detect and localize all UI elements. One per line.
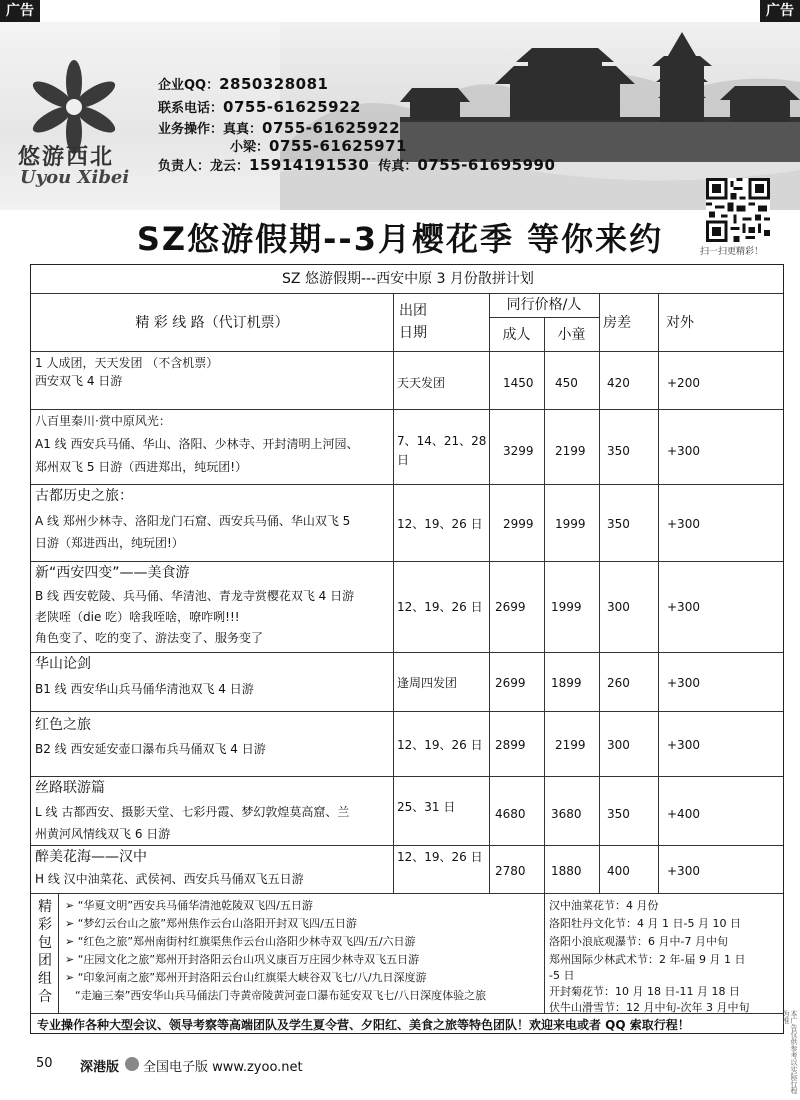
arrow-bullet-icon: ➢ — [65, 917, 75, 930]
room-diff: 350 — [607, 807, 630, 821]
contact-owner: 负责人：龙云：15914191530 传真：0755-61695990 — [158, 156, 556, 174]
route-text: 八百里秦川·赏中原风光： — [35, 414, 171, 428]
route-text: 郑州双飞 5 日游（西进郑出，纯玩团!） — [35, 460, 248, 474]
route-text: 西安双飞 4 日游 — [35, 374, 123, 388]
contact-ops-2: 小梁：0755-61625971 — [230, 137, 407, 155]
adult-price: 1450 — [503, 376, 534, 390]
arrow-bullet-icon: ➢ — [65, 899, 75, 912]
list-item: 伏牛山滑雪节：12 月中旬-次年 3 月中旬 — [549, 1001, 750, 1014]
child-price: 450 — [555, 376, 578, 390]
adult-price: 2780 — [495, 864, 526, 878]
external-markup: +300 — [667, 738, 700, 752]
adult-price: 3299 — [503, 444, 534, 458]
brand-name-en: Uyou Xibei — [20, 167, 130, 188]
route-text: L 线 古都西安、摄影天堂、七彩丹霞、梦幻敦煌莫高窟、兰 — [35, 805, 350, 819]
list-item: 洛阳牡丹文化节：4 月 1 日-5 月 10 日 — [549, 917, 741, 930]
list-item: “走遍三秦”西安华山兵马俑法门寺黄帝陵黄河壶口瀑布延安双飞七/八日深度体验之旅 — [75, 989, 487, 1002]
departure-date: 日 — [397, 453, 410, 467]
arrow-bullet-icon: ➢ — [65, 971, 75, 984]
route-text: 新“西安四变”——美食游 — [35, 565, 190, 581]
route-text: 华山论剑 — [35, 656, 91, 672]
list-item: ➢ “华夏文明”西安兵马俑华清池乾陵双飞四/五日游 — [65, 899, 313, 912]
adult-price: 4680 — [495, 807, 526, 821]
child-price: 1999 — [555, 517, 586, 531]
child-price: 1880 — [551, 864, 582, 878]
list-item: 开封菊花节：10 月 18 日-11 月 18 日 — [549, 985, 740, 998]
header-date-line2: 日期 — [399, 325, 427, 341]
tour-schedule-table: SZ 悠游假期---西安中原 3 月份散拼计划 精 彩 线 路（代订机票） 出团 日期 同行价格/人 成人 小童 房差 对外 1 人成团，天天发团 （不含机票） 西安双飞 4 日游 天天发团 1450 450 420 +200 八百里秦川·赏中原风光： A1 线 西安兵马俑、华山、洛阳、少林寺、开封清明上河园、 郑州双飞 5 日游（西进郑出，纯玩团!） 7、14、21、28 日 3299 2199 350 +300 古都历史之旅： A 线 郑州少林寺、洛阳龙门石窟、西安兵马俑、华山双飞 5 日游（郑进西出，纯玩团!） 12、19、26 日 2999 1999 350 +300 新“西安四变”——美食游 B 线 西安乾陵、兵马俑、华清池、青龙寺赏樱花双飞 4 日游 老陕咥（die 吃）啥我咥啥，嘹咋咧!!! 角色变了、吃的变了、游法变了、服务变了 12、19、26 日 2699 1999 300 +300 华山论剑 B1 线 西安华山兵马俑华清池双飞 4 日游 逢周四发团 2699 1899 260 +300 红色之旅 B2 线 西安延安壶口瀑布兵马俑双飞 4 日游 12、19、26 日 2899 2199 300 +300 丝路联游篇 L 线 古都西安、摄影天堂、七彩丹霞、梦幻敦煌莫高窟、兰 州黄河风情线双飞 6 日游 25、31 日 4680 3680 350 +400 醉美花海——汉中 H 线 汉中油菜花、武侯祠、西安兵马俑双飞五日游 12、19、26 日 2780 1880 400 +300 精 彩 包 团 组 合 ➢ “华夏文明”西安兵马俑华清池乾陵双飞四/五日游 ➢ “梦幻云台山之旅”郑州焦作云台山洛阳开封双飞四/五日游 ➢ “红色之旅”郑州南街村红旗渠焦作云台山洛阳少林寺双飞四/五/六日游 ➢ “庄园文化之旅”郑州开封洛阳云台山巩义康百万庄园少林寺双飞五日游 ➢ “印象河南之旅”郑州开封洛阳云台山红旗渠大峡谷双飞七/八/九日深度游 “走遍三秦”西安华山兵马俑法门寺黄帝陵黄河壶口瀑布延安双飞七/八日深度体验之旅 汉中油菜花节：4 月份 洛阳牡丹文化节：4 月 1 日-5 月 10 日 洛阳小浪底观瀑节：6 月中-7 月中旬 郑州国际少林武术节：2 年-届 9 月 1 日 -5 日 开封菊花节：10 月 18 日-11 月 18 日 伏牛山滑雪节：12 月中旬-次年 3 月中旬 专业操作各种大型会议、领导考察等高端团队及学生夏令营、夕阳红、美食之旅等特色团队！欢迎来电或者 QQ 索取行程！ — [30, 264, 784, 1034]
route-text: B1 线 西安华山兵马俑华清池双飞 4 日游 — [35, 682, 254, 696]
header-peer-price: 同行价格/人 — [506, 297, 582, 313]
departure-date: 12、19、26 日 — [397, 517, 483, 531]
site-label[interactable]: 全国电子版 www.zyoo.net — [143, 1060, 303, 1075]
contact-phone: 联系电话：0755-61625922 — [158, 98, 361, 116]
page-number: 50 — [36, 1056, 53, 1071]
child-price: 1899 — [551, 676, 582, 690]
route-text: 州黄河风情线双飞 6 日游 — [35, 827, 171, 841]
child-price: 2199 — [555, 738, 586, 752]
route-text: 红色之旅 — [35, 717, 91, 733]
adult-price: 2699 — [495, 676, 526, 690]
list-item: 汉中油菜花节：4 月份 — [549, 899, 659, 912]
contact-qq: 企业QQ：2850328081 — [158, 75, 329, 93]
external-markup: +400 — [667, 807, 700, 821]
arrow-bullet-icon: ➢ — [65, 935, 75, 948]
ad-label-right: 广告 — [760, 0, 800, 22]
departure-date: 25、31 日 — [397, 800, 456, 814]
contact-ops-1: 业务操作：真真：0755-61625922 — [158, 119, 401, 137]
departure-date: 逢周四发团 — [397, 676, 458, 690]
adult-price: 2899 — [495, 738, 526, 752]
departure-date: 12、19、26 日 — [397, 738, 483, 752]
arrow-bullet-icon: ➢ — [65, 953, 75, 966]
list-item: ➢ “梦幻云台山之旅”郑州焦作云台山洛阳开封双飞四/五日游 — [65, 917, 357, 930]
external-markup: +300 — [667, 600, 700, 614]
external-markup: +200 — [667, 376, 700, 390]
edition-label: 深港版 — [80, 1060, 120, 1075]
route-text: 1 人成团，天天发团 （不含机票） — [35, 356, 219, 370]
departure-date: 7、14、21、28 — [397, 434, 487, 448]
room-diff: 300 — [607, 738, 630, 752]
route-text: 老陕咥（die 吃）啥我咥啥，嘹咋咧!!! — [35, 610, 240, 624]
route-text: B2 线 西安延安壶口瀑布兵马俑双飞 4 日游 — [35, 742, 266, 756]
adult-price: 2999 — [503, 517, 534, 531]
child-price: 2199 — [555, 444, 586, 458]
route-text: 角色变了、吃的变了、游法变了、服务变了 — [35, 631, 264, 645]
header-route: 精 彩 线 路（代订机票） — [135, 315, 289, 331]
route-text: 古都历史之旅： — [35, 488, 133, 504]
list-item: 洛阳小浪底观瀑节：6 月中-7 月中旬 — [549, 935, 728, 948]
side-disclaimer: 本广告仅供参考以实际行程为准 — [782, 1010, 798, 1094]
departure-date: 12、19、26 日 — [397, 600, 483, 614]
departure-date: 12、19、26 日 — [397, 850, 483, 864]
room-diff: 350 — [607, 517, 630, 531]
route-text: A1 线 西安兵马俑、华山、洛阳、少林寺、开封清明上河园、 — [35, 437, 359, 451]
external-markup: +300 — [667, 864, 700, 878]
list-item: 郑州国际少林武术节：2 年-届 9 月 1 日 — [549, 953, 746, 966]
adult-price: 2699 — [495, 600, 526, 614]
headline: SZ悠游假期--3月樱花季 等你来约 — [136, 220, 664, 258]
room-diff: 400 — [607, 864, 630, 878]
route-text: 醉美花海——汉中 — [35, 849, 147, 865]
route-text: H 线 汉中油菜花、武侯祠、西安兵马俑双飞五日游 — [35, 872, 304, 886]
route-text: A 线 郑州少林寺、洛阳龙门石窟、西安兵马俑、华山双飞 5 — [35, 514, 351, 528]
brand-name-cn: 悠游西北 — [18, 145, 115, 170]
list-item: ➢ “印象河南之旅”郑州开封洛阳云台山红旗渠大峡谷双飞七/八/九日深度游 — [65, 971, 427, 984]
external-markup: +300 — [667, 444, 700, 458]
child-price: 3680 — [551, 807, 582, 821]
route-text: B 线 西安乾陵、兵马俑、华清池、青龙寺赏樱花双飞 4 日游 — [35, 589, 355, 603]
departure-date: 天天发团 — [397, 376, 446, 390]
ad-label-left: 广告 — [0, 0, 40, 22]
child-price: 1999 — [551, 600, 582, 614]
header-child: 小童 — [557, 327, 586, 343]
list-item: ➢ “庄园文化之旅”郑州开封洛阳云台山巩义康百万庄园少林寺双飞五日游 — [65, 953, 420, 966]
table-title: SZ 悠游假期---西安中原 3 月份散拼计划 — [282, 271, 534, 287]
header-date-line1: 出团 — [399, 303, 427, 319]
room-diff: 350 — [607, 444, 630, 458]
room-diff: 420 — [607, 376, 630, 390]
route-text: 日游（郑进西出，纯玩团!） — [35, 536, 184, 550]
external-markup: +300 — [667, 517, 700, 531]
header-adult: 成人 — [502, 327, 531, 343]
globe-icon — [125, 1057, 139, 1071]
qr-caption: 扫一扫更精彩！ — [700, 247, 764, 257]
bottom-note: 专业操作各种大型会议、领导考察等高端团队及学生夏令营、夕阳红、美食之旅等特色团队！欢迎来电或者 QQ 索取行程！ — [37, 1018, 690, 1032]
header-room-diff: 房差 — [603, 315, 631, 331]
route-text: 丝路联游篇 — [35, 780, 105, 796]
list-item: -5 日 — [549, 969, 575, 982]
page-footer — [0, 1048, 800, 1100]
room-diff: 260 — [607, 676, 630, 690]
list-item: ➢ “红色之旅”郑州南街村红旗渠焦作云台山洛阳少林寺双飞四/五/六日游 — [65, 935, 416, 948]
header-external: 对外 — [666, 315, 694, 331]
room-diff: 300 — [607, 600, 630, 614]
external-markup: +300 — [667, 676, 700, 690]
header-banner — [0, 22, 800, 210]
